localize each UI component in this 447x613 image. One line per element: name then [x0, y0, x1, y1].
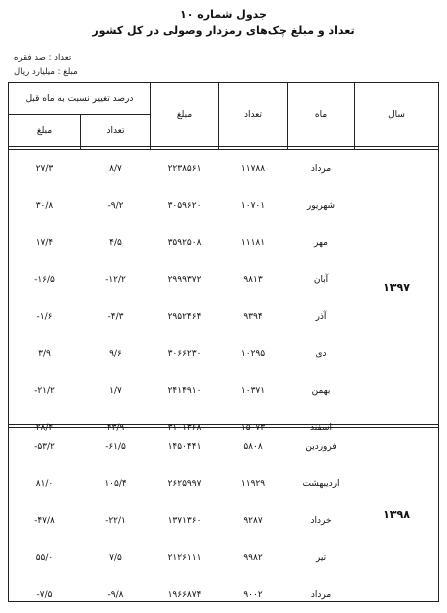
header-change-group: درصد تغییر نسبت به ماه قبل — [25, 93, 134, 104]
month-cell: شهریور — [306, 200, 336, 211]
count-cell: ۹۰۰۲ — [243, 589, 263, 600]
month-cell: اردیبهشت — [302, 478, 340, 489]
year-cell-1398: ۱۳۹۸ — [383, 508, 410, 521]
pct-amount-cell: -۱/۶ — [36, 311, 53, 322]
pct-count-cell: ۱۰۵/۴ — [104, 478, 127, 489]
month-cell: مهر — [314, 237, 328, 248]
amount-cell: ۲۱۲۶۱۱۱ — [167, 552, 202, 563]
pct-count-cell: ۷/۵ — [109, 552, 122, 563]
header-change-amount: مبلغ — [36, 125, 53, 136]
header-count: تعداد — [243, 109, 263, 120]
header-change-count: تعداد — [106, 125, 125, 136]
pct-count-cell: ۴۳/۹ — [106, 422, 125, 433]
amount-cell: ۳۵۹۲۵۰۸ — [167, 237, 202, 248]
header-year: سال — [388, 109, 405, 120]
month-cell: مرداد — [310, 589, 332, 600]
pct-amount-cell: ۳/۹ — [38, 348, 51, 359]
count-cell: ۹۸۱۳ — [243, 274, 263, 285]
pct-amount-cell: ۱۷/۴ — [35, 237, 54, 248]
pct-amount-cell: ۲۸/۴ — [35, 422, 54, 433]
header-amount: مبلغ — [176, 109, 193, 120]
pct-amount-cell: -۱۶/۵ — [34, 274, 55, 285]
amount-cell: ۱۹۶۶۸۷۴ — [167, 589, 202, 600]
month-cell: فروردین — [305, 441, 337, 452]
amount-cell: ۱۳۷۱۳۶۰ — [167, 515, 202, 526]
pct-amount-cell: -۷/۵ — [36, 589, 53, 600]
month-cell: خرداد — [310, 515, 332, 526]
table-title: تعداد و مبلغ چک‌های رمزدار وصولی در کل کشور — [92, 24, 355, 37]
count-cell: ۱۰۲۹۵ — [240, 348, 266, 359]
count-cell: ۱۰۳۷۱ — [240, 385, 266, 396]
amount-cell: ۲۹۵۲۴۶۴ — [167, 311, 202, 322]
amount-cell: ۲۲۳۸۵۶۱ — [167, 163, 202, 174]
amount-cell: ۳۰۵۹۶۲۰ — [167, 200, 202, 211]
month-cell: تیر — [315, 552, 327, 563]
amount-cell: ۲۹۹۹۳۷۲ — [167, 274, 202, 285]
count-unit-note: تعداد : صد فقره — [14, 53, 72, 63]
count-cell: ۹۲۸۷ — [243, 515, 263, 526]
pct-amount-cell: ۵۵/۰ — [35, 552, 54, 563]
count-cell: ۱۰۷۰۱ — [240, 200, 266, 211]
pct-count-cell: -۹/۲ — [107, 200, 124, 211]
pct-count-cell: ۴/۵ — [109, 237, 122, 248]
pct-count-cell: ۸/۷ — [109, 163, 122, 174]
count-cell: ۹۳۹۴ — [243, 311, 263, 322]
pct-count-cell: ۱/۷ — [109, 385, 122, 396]
pct-count-cell: -۹/۸ — [107, 589, 124, 600]
month-cell: آبان — [313, 274, 329, 285]
amount-cell: ۳۰۶۶۲۳۰ — [167, 348, 202, 359]
month-cell: دی — [315, 348, 327, 359]
month-cell: بهمن — [311, 385, 331, 396]
pct-count-cell: ۹/۶ — [109, 348, 122, 359]
pct-amount-cell: ۲۷/۳ — [35, 163, 54, 174]
month-cell: اسفند — [309, 422, 333, 433]
amount-cell: ۲۴۱۴۹۱۰ — [167, 385, 202, 396]
amount-cell: ۳۱۰۱۳۶۸ — [167, 422, 202, 433]
data-table — [8, 82, 439, 602]
month-cell: آذر — [315, 311, 327, 322]
pct-amount-cell: ۸۱/۰ — [35, 478, 54, 489]
pct-count-cell: -۱۲/۲ — [105, 274, 126, 285]
pct-amount-cell: ۳۰/۸ — [35, 200, 54, 211]
month-cell: مرداد — [310, 163, 332, 174]
count-cell: ۹۹۸۲ — [243, 552, 263, 563]
pct-count-cell: -۶۱/۵ — [105, 441, 126, 452]
count-cell: ۱۵۰۷۳ — [240, 422, 266, 433]
pct-count-cell: -۲۲/۱ — [105, 515, 126, 526]
pct-amount-cell: -۵۳/۲ — [34, 441, 55, 452]
table-number: جدول شماره ۱۰ — [180, 8, 267, 21]
amount-cell: ۲۶۲۵۹۹۷ — [167, 478, 202, 489]
pct-amount-cell: -۲۱/۲ — [34, 385, 55, 396]
header-month: ماه — [314, 109, 328, 120]
amount-cell: ۱۴۵۰۴۴۱ — [167, 441, 202, 452]
count-cell: ۵۸۰۸ — [243, 441, 263, 452]
year-cell-1397: ۱۳۹۷ — [383, 280, 410, 294]
pct-count-cell: -۴/۳ — [107, 311, 124, 322]
amount-unit-note: مبلغ : میلیارد ریال — [14, 67, 78, 77]
count-cell: ۱۱۷۸۸ — [240, 163, 266, 174]
count-cell: ۱۱۱۸۱ — [240, 237, 266, 248]
count-cell: ۱۱۹۲۹ — [240, 478, 266, 489]
pct-amount-cell: -۴۷/۸ — [34, 515, 55, 526]
